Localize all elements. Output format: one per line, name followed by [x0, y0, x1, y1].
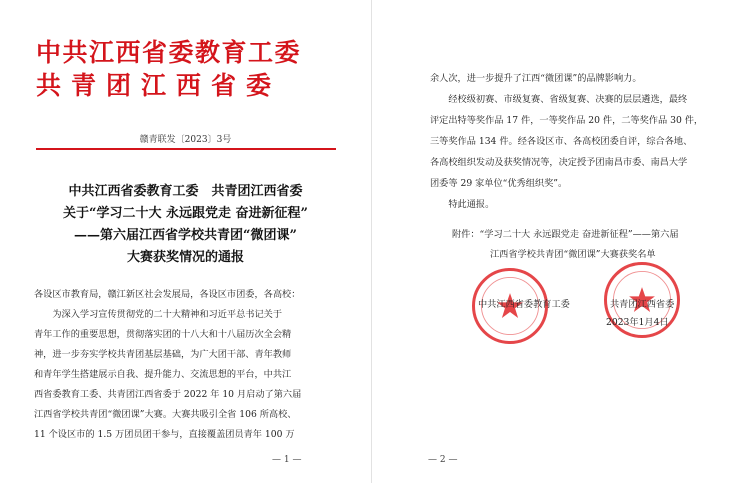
body-line: 余人次，进一步提升了江西“微团课”的品牌影响力。	[430, 73, 642, 84]
body-line: 神，进一步夯实学校共青团基层基础，为广大团干部、青年教师	[34, 349, 292, 360]
body-line: 和青年学生搭建展示自我、提升能力、交流思想的平台，中共江	[34, 369, 292, 380]
body-line: 西省委教育工委、共青团江西省委于 2022 年 10 月启动了第六届	[34, 389, 302, 400]
body-line: 各高校组织发动及获奖情况等，决定授予团南昌市委、南昌大学	[430, 157, 688, 168]
title-line: ——第六届江西省学校共青团“微团课”	[74, 228, 297, 243]
signature-left: 中共江西省委教育工委	[478, 299, 570, 310]
document-date: 2023年1月4日	[606, 317, 669, 328]
body-line: 江西省学校共青团“微团课”大赛。大赛共吸引全省 106 所高校、	[34, 409, 297, 420]
body-line: 青年工作的重要思想，贯彻落实团的十八大和十八届历次全会精	[34, 329, 292, 340]
attachment-line: 江西省学校共青团“微团课”大赛获奖名单	[490, 249, 656, 260]
red-rule	[36, 148, 336, 150]
title-line: 关于“学习二十大 永远跟党走 奋进新征程”	[62, 206, 308, 221]
page-number: — 1 —	[272, 455, 302, 465]
body-line: 三等奖作品 134 件。经各设区市、各高校团委自评，综合各地、	[430, 136, 693, 147]
body-line: 为深入学习宣传贯彻党的二十大精神和习近平总书记关于	[34, 309, 283, 320]
body-line: 经校级初赛、市级复赛、省级复赛、决赛的层层遴选，最终	[430, 94, 688, 105]
title-line: 大赛获奖情况的通报	[126, 250, 244, 265]
red-header-line-2: 共青团江西省委	[36, 71, 282, 100]
document-page-2	[372, 0, 743, 483]
signature-right: 共青团江西省委	[610, 299, 675, 310]
red-header-line-1: 中共江西省委教育工委	[36, 38, 302, 67]
title-line: 中共江西省委教育工委 共青团江西省委	[68, 184, 303, 199]
body-line: 特此通报。	[430, 199, 495, 210]
document-page-1	[0, 0, 371, 483]
body-line: 评定出特等奖作品 17 件，一等奖作品 20 件，二等奖作品 30 件，	[430, 115, 704, 126]
document-number: 赣青联发〔2023〕3号	[139, 135, 232, 145]
body-line: 团委等 29 家单位“优秀组织奖”。	[430, 178, 568, 189]
body-line: 11 个设区市的 1.5 万团员团干参与，直接覆盖团员青年 100 万	[34, 429, 295, 440]
body-line: 各设区市教育局，赣江新区社会发展局，各设区市团委，各高校：	[34, 289, 301, 300]
attachment-line: 附件：“学习二十大 永远跟党走 奋进新征程”——第六届	[452, 229, 679, 240]
page-number: — 2 —	[428, 455, 458, 465]
